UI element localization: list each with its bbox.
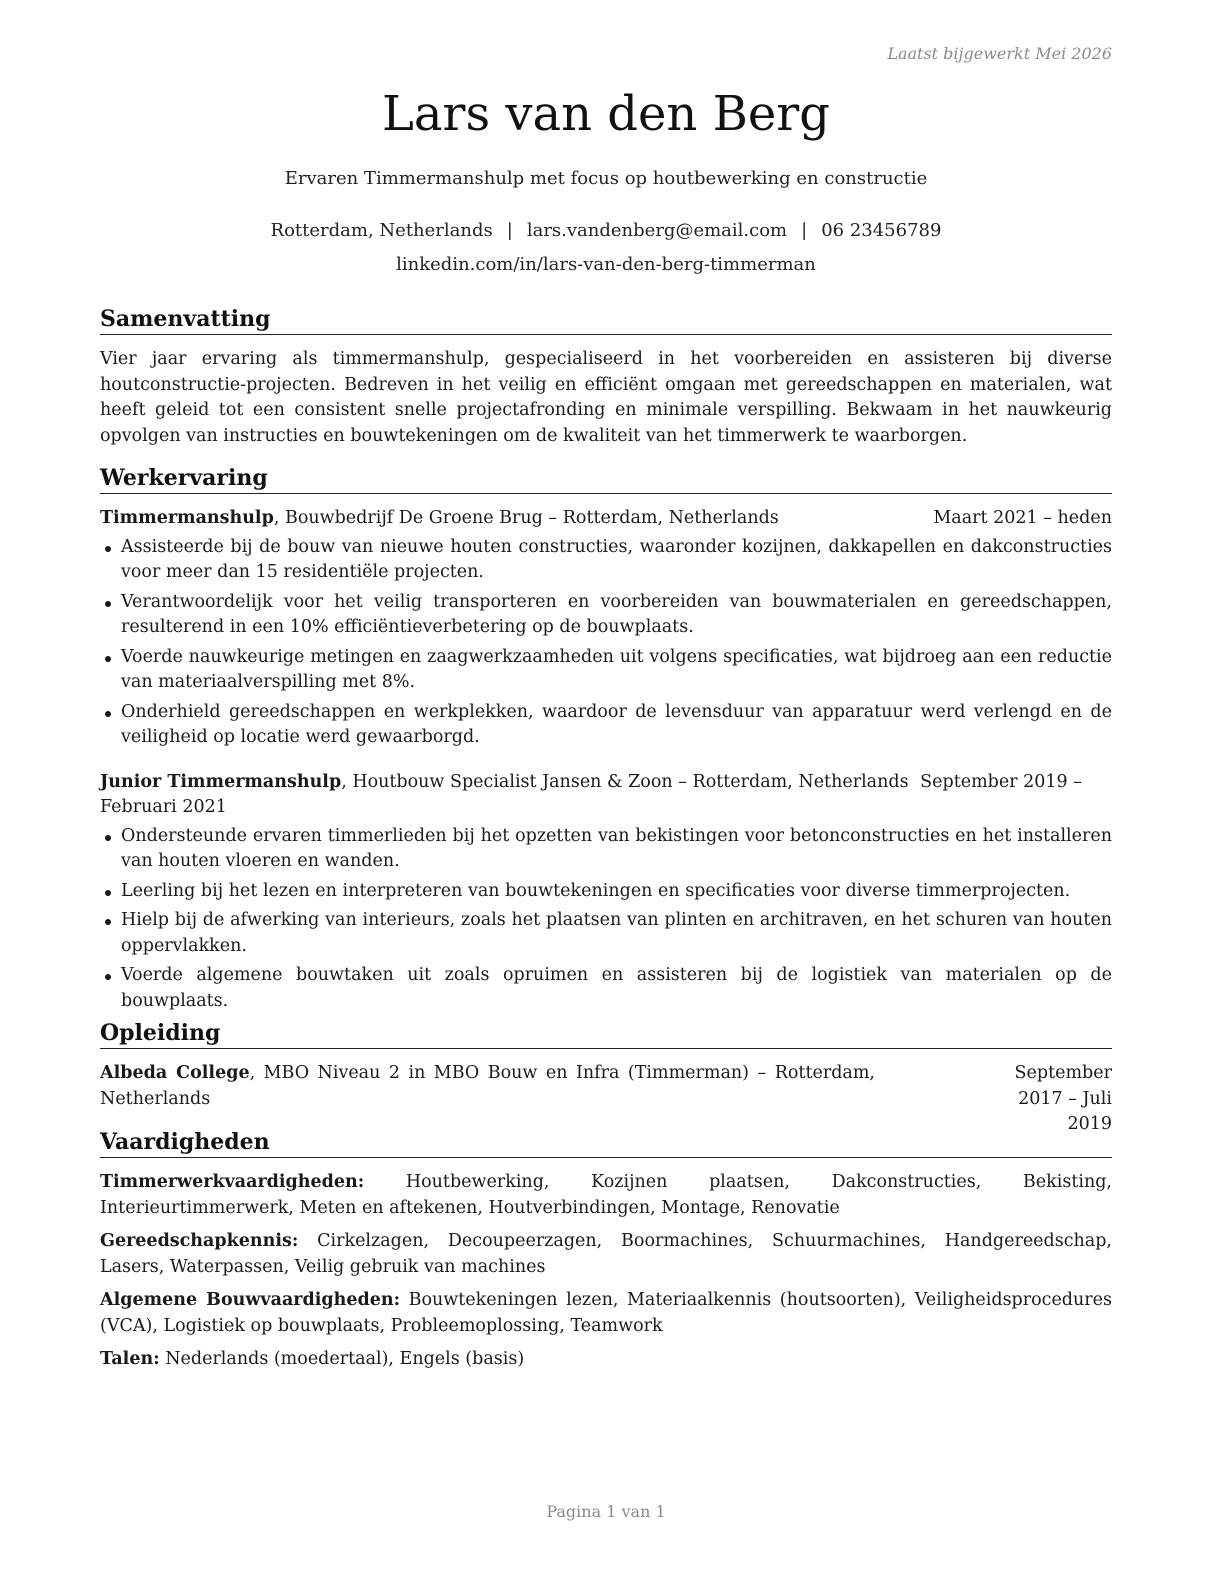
skill-label: Talen: bbox=[100, 1349, 160, 1369]
last-updated: Laatst bijgewerkt Mei 2026 bbox=[887, 44, 1112, 63]
skill-label: Gereedschapkennis: bbox=[100, 1231, 299, 1251]
job-header bbox=[100, 506, 1112, 532]
section-title: Opleiding bbox=[100, 1019, 1112, 1049]
skill-text: Bouwtekeningen lezen, Materiaalkennis (houtsoorten), Veiligheidsprocedures (VCA), Logistiek op bouwplaats, Probleemoplossing, Teamwork bbox=[100, 1290, 1112, 1336]
experience-section bbox=[100, 464, 1112, 1018]
education-entry bbox=[100, 1061, 1112, 1138]
page-number: Pagina 1 van 1 bbox=[546, 1502, 666, 1521]
skills-section bbox=[100, 1128, 1112, 1381]
skill-text: Nederlands (moedertaal), Engels (basis) bbox=[159, 1349, 525, 1369]
skill-text: Cirkelzagen, Decoupeerzagen, Boormachines, Schuurmachines, Handgereedschap, Lasers, Waterpassen, Veilig gebruik van machines bbox=[100, 1231, 1112, 1277]
skill-label: Timmerwerkvaardigheden: bbox=[100, 1172, 365, 1192]
tagline: Ervaren Timmermanshulp met focus op houtbewerking en constructie bbox=[284, 168, 928, 189]
skill-text: Houtbewerking, Kozijnen plaatsen, Dakconstructies, Bekisting, Interieurtimmerwerk, Meten en aftekenen, Houtverbindingen, Montage, Renovatie bbox=[100, 1172, 1112, 1218]
job-entry bbox=[100, 506, 1112, 751]
school-name: Albeda College bbox=[100, 1063, 250, 1083]
education-dates: September 2017 – Juli 2019 bbox=[1014, 1063, 1112, 1134]
list-item: Verantwoordelijk voor het veilig transporteren en voorbereiden van bouwmaterialen en gereedschappen, resulterend in een 10% efficiëntieverbetering op de bouwplaats. bbox=[100, 590, 1112, 641]
job-role: Timmermanshulp bbox=[100, 508, 274, 528]
skill-group bbox=[100, 1288, 1112, 1339]
list-item: Voerde nauwkeurige metingen en zaagwerkzaamheden uit volgens specificaties, wat bijdroeg aan een reductie van materiaalverspilling met 8%. bbox=[100, 645, 1112, 696]
job-bullets bbox=[100, 535, 1112, 751]
candidate-name: Lars van den Berg bbox=[382, 86, 830, 142]
linkedin-link[interactable]: linkedin.com/in/lars-van-den-berg-timmerman bbox=[396, 254, 816, 275]
contact-separator: | bbox=[801, 220, 808, 241]
job-dates: September 2019 – Februari 2021 bbox=[100, 771, 1083, 817]
contact-separator: | bbox=[506, 220, 513, 241]
job-role: Junior Timmermanshulp bbox=[100, 771, 342, 792]
summary-text: Vier jaar ervaring als timmermanshulp, gespecialiseerd in het voorbereiden en assisteren bij diverse houtconstructie-projecten. Bedreven in het veilig en efficiënt omgaan met gereedschappen en materialen, wat heeft geleid tot een consistent snelle projectafronding en minimale verspilling. Bekwaam in het nauwkeurig opvolgen van instructies en bouwtekeningen om de kwaliteit van het timmerwerk te waarborgen. bbox=[100, 349, 1112, 446]
list-item: Hielp bij de afwerking van interieurs, zoals het plaatsen van plinten en architraven, en het schuren van houten oppervlakken. bbox=[100, 908, 1112, 959]
list-item: Assisteerde bij de bouw van nieuwe houten constructies, waaronder kozijnen, dakkapellen en dakconstructies voor meer dan 15 residentiële projecten. bbox=[100, 535, 1112, 586]
list-item: Voerde algemene bouwtaken uit zoals opruimen en assisteren bij de logistiek van materialen op de bouwplaats. bbox=[100, 963, 1112, 1014]
phone: 06 23456789 bbox=[821, 220, 942, 241]
education-section bbox=[100, 1019, 1112, 1138]
resume-page bbox=[100, 0, 1112, 1584]
skill-label: Algemene Bouwvaardigheden: bbox=[100, 1290, 401, 1310]
email-link[interactable]: lars.vandenberg@email.com bbox=[526, 220, 788, 241]
job-dates: Maart 2021 – heden bbox=[933, 508, 1112, 528]
list-item: Leerling bij het lezen en interpreteren van bouwtekeningen en specificaties voor diverse timmerprojecten. bbox=[100, 879, 1112, 905]
section-title: Samenvatting bbox=[100, 305, 1112, 335]
list-item: Onderhield gereedschappen en werkplekken, waardoor de levensduur van apparatuur werd verlengd en de veiligheid op locatie werd gewaarborgd. bbox=[100, 700, 1112, 751]
education-details: , MBO Niveau 2 in MBO Bouw en Infra (Timmerman) – Rotterdam, Netherlands bbox=[100, 1063, 875, 1109]
summary-section bbox=[100, 305, 1112, 449]
skill-group bbox=[100, 1347, 1112, 1373]
section-title: Werkervaring bbox=[100, 464, 1112, 494]
section-title: Vaardigheden bbox=[100, 1128, 1112, 1158]
location: Rotterdam, Netherlands bbox=[270, 220, 493, 241]
skill-group bbox=[100, 1170, 1112, 1221]
contact-line bbox=[100, 220, 1112, 241]
job-entry bbox=[100, 770, 1112, 1015]
job-bullets bbox=[100, 824, 1112, 1015]
list-item: Ondersteunde ervaren timmerlieden bij het opzetten van bekistingen voor betonconstructies en het installeren van houten vloeren en wanden. bbox=[100, 824, 1112, 875]
job-header bbox=[100, 770, 1112, 821]
skill-group bbox=[100, 1229, 1112, 1280]
job-company: , Bouwbedrijf De Groene Brug – Rotterdam, Netherlands bbox=[273, 508, 779, 528]
job-company: , Houtbouw Specialist Jansen & Zoon – Rotterdam, Netherlands bbox=[341, 771, 909, 792]
